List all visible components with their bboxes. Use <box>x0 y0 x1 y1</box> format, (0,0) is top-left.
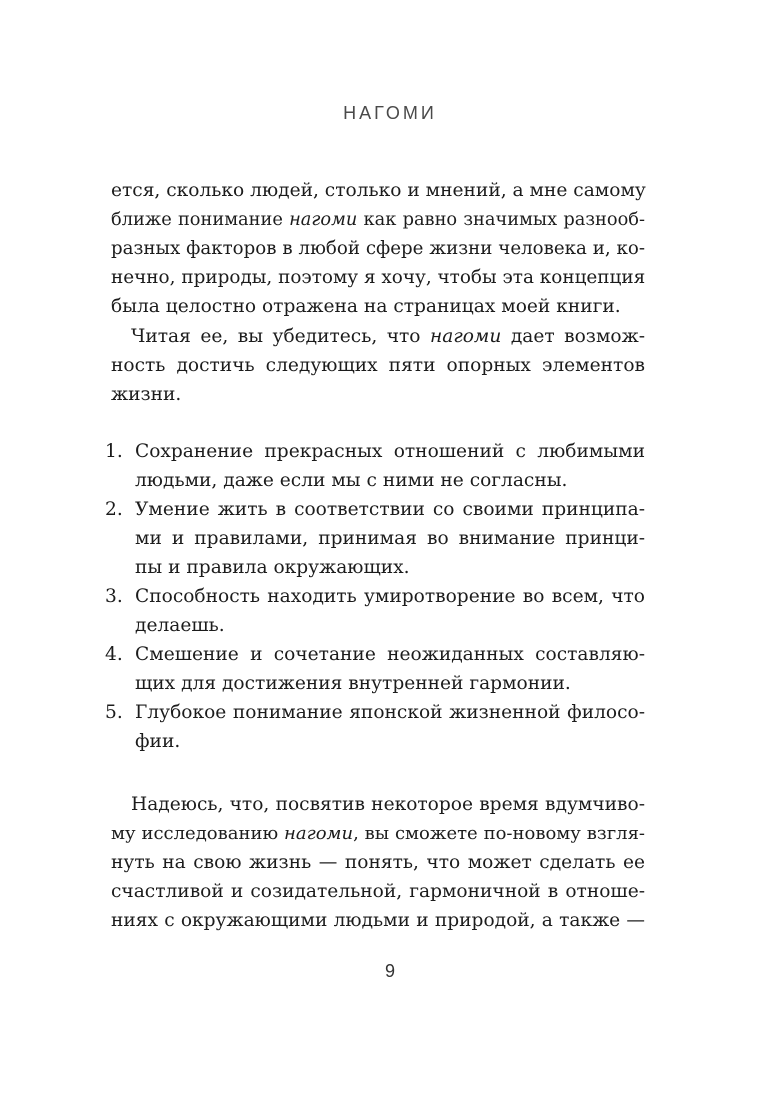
paragraph-hope <box>111 790 645 935</box>
numbered-list <box>105 437 645 756</box>
text-line: Способность находить умиротворение во всем, что <box>135 586 645 607</box>
text-line: Смешение и сочетание неожиданных составляю- <box>135 644 645 665</box>
list-number: 5. <box>105 702 123 723</box>
paragraph-reading <box>111 322 645 409</box>
paragraph-intro <box>111 176 645 321</box>
list-number: 3. <box>105 586 123 607</box>
page-number: 9 <box>384 961 395 981</box>
text-line: делаешь. <box>135 615 225 636</box>
text-line: разных факторов в любой сфере жизни человека и, ко- <box>111 238 645 259</box>
list-item <box>105 437 645 495</box>
text-segment: , вы сможете по-новому взгля- <box>353 823 645 844</box>
text-segment: му исследованию <box>111 823 285 844</box>
text-segment: ближе понимание <box>111 209 290 230</box>
text-line: Глубокое понимание японской жизненной филосо- <box>135 702 645 723</box>
italic-term: нагоми <box>284 823 354 844</box>
list-number: 1. <box>105 441 123 462</box>
text-line: ниях с окружающими людьми и природой, а также — <box>111 910 645 931</box>
running-head-title: НАГОМИ <box>343 103 437 123</box>
text-line: была целостно отражена на страницах моей книги. <box>111 296 621 317</box>
text-line: Надеюсь, что, посвятив некоторое время вдумчиво- <box>131 794 645 815</box>
text-line: нечно, природы, поэтому я хочу, чтобы эта концепция <box>111 267 646 288</box>
text-line: людьми, даже если мы с ними не согласны. <box>135 470 568 491</box>
text-line: ми и правилами, принимая во внимание принци- <box>135 528 645 549</box>
text-line: жизни. <box>111 384 182 405</box>
italic-term: нагоми <box>289 209 358 230</box>
list-item <box>105 495 645 582</box>
text-line: счастливой и созидательной, гармоничной в отноше- <box>111 881 645 902</box>
text-line: щих для достижения внутренней гармонии. <box>135 673 571 694</box>
text-line: фии. <box>135 731 181 752</box>
text-segment: как равно значимых разнооб- <box>357 209 645 230</box>
italic-term: нагоми <box>430 326 502 347</box>
text-segment: Читая ее, вы убедитесь, что <box>131 326 430 347</box>
text-segment: дает возмож- <box>501 326 645 347</box>
text-line: Сохранение прекрасных отношений с любимыми <box>135 441 645 462</box>
text-line: пы и правила окружающих. <box>135 557 410 578</box>
text-line: ется, сколько людей, столько и мнений, а мне самому <box>111 180 646 201</box>
list-number: 4. <box>105 644 123 665</box>
text-line: Умение жить в соответствии со своими принципа- <box>135 499 645 520</box>
list-item <box>105 582 645 640</box>
text-line <box>111 322 645 351</box>
list-number: 2. <box>105 499 123 520</box>
list-item <box>105 698 645 756</box>
text-line <box>111 205 645 234</box>
text-line: нуть на свою жизнь — понять, что может сделать ее <box>111 852 645 873</box>
text-line <box>111 819 645 848</box>
text-line: ность достичь следующих пяти опорных элементов <box>111 355 645 376</box>
list-item <box>105 640 645 698</box>
